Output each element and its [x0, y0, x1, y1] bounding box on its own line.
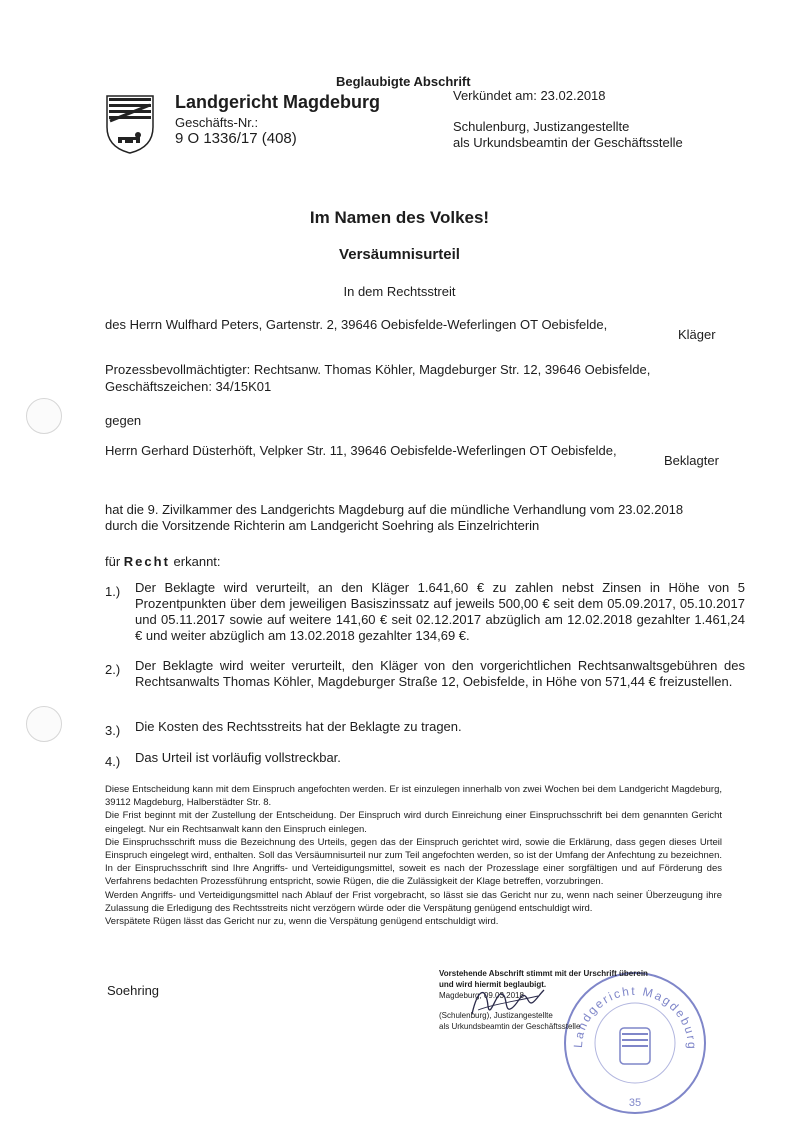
judgment-item: [105, 719, 745, 738]
judgment-item-text: Der Beklagte wird weiter verurteilt, den Kläger von den vorgerichtlichen Rechtsanwaltsgebühren des Rechtsanwalts Thomas Köhler, Magdeburger Straße 12, Oebisfelde, in Höhe von 571,44 € freizustellen.: [135, 658, 745, 689]
case-intro: In dem Rechtsstreit: [343, 284, 456, 299]
judgment-item: [105, 658, 745, 690]
counsel-reference: Geschäftszeichen: 34/15K01: [105, 379, 272, 394]
judgment-item-text: Das Urteil ist vorläufig vollstreckbar.: [135, 750, 341, 765]
against-label: gegen: [105, 413, 142, 428]
judgment-item-number: 1.): [105, 584, 121, 599]
plaintiff: des Herrn Wulfhard Peters, Gartenstr. 2, 39646 Oebisfelde-Weferlingen OT Oebisfelde,: [105, 317, 608, 332]
clerk-name: Schulenburg, Justizangestellte: [453, 119, 630, 134]
judgment-item-number: 3.): [105, 723, 121, 738]
case-number-label: Geschäfts-Nr.:: [175, 115, 259, 130]
stamp-text: Landgericht Magdeburg: [570, 983, 700, 1051]
judgment-intro-key: Recht: [123, 554, 170, 569]
legal-notice-paragraph: Verspätete Rügen lässt das Gericht nur zu, wenn die Verspätung genügend entschuldigt wird.: [105, 916, 499, 928]
certification-signer: (Schulenburg), Justizangestellte: [439, 1011, 553, 1020]
judgment-item-number: 2.): [105, 662, 121, 677]
judgment-type: Versäumnisurteil: [339, 246, 460, 263]
court-name: Landgericht Magdeburg: [175, 92, 381, 112]
coat-of-arms-icon: [104, 93, 156, 155]
punch-hole: [26, 706, 62, 742]
judgment-intro: [105, 554, 221, 569]
judgment-item-text: Der Beklagte wird verurteilt, an den Kläger 1.641,60 € zu zahlen nebst Zinsen in Höhe von 5 Prozentpunkten über dem jeweiligen Basiszinssatz auf jeweils 500,00 € seit dem 05.09.2017, 05.10.2017 und 05.11.2017 sowie auf weitere 141,60 € seit 02.12.2017 abzüglich am 12.02.2018 gezahlter 1.461,24 € und weiter abzüglich am 13.02.2018 gezahlter 134,69 €.: [135, 580, 745, 643]
court-statement-line: durch die Vorsitzende Richterin am Landgericht Soehring als Einzelrichterin: [105, 518, 540, 533]
defendant: Herrn Gerhard Düsterhöft, Velpker Str. 11, 39646 Oebisfelde-Weferlingen OT Oebisfelde,: [105, 443, 617, 458]
judgment-item: [105, 580, 745, 644]
defendant-role: Beklagter: [664, 453, 719, 468]
plaintiff-role: Kläger: [678, 327, 716, 342]
judgment-intro-pre: für: [105, 554, 121, 569]
signature-icon: [468, 980, 548, 1024]
case-number: 9 O 1336/17 (408): [175, 130, 297, 147]
legal-notice-paragraph: Die Einspruchsschrift muss die Bezeichnung des Urteils, gegen das der Einspruch gerichtet wird, sowie die Erklärung, dass gegen dieses Urteil Einspruch eingelegt wird, enthalten. Soll das Versäumnisurteil nur zum Teil angefochten werden, so ist der Umfang der Anfechtung zu bezeichnen. In der Einspruchsschrift sind Ihre Angriffs- und Verteidigungsmittel, soweit es nach der Prozesslage einer sorgfältigen und auf Förderung des Verfahrens bedachten Prozessführung entspricht, sowie Rügen, die die Zulässigkeit der Klage betreffen, vorzubringen.: [105, 836, 722, 888]
clerk-title: als Urkundsbeamtin der Geschäftsstelle: [453, 135, 683, 150]
counsel: Prozessbevollmächtigter: Rechtsanw. Thomas Köhler, Magdeburger Str. 12, 39646 Oebisfelde,: [105, 362, 651, 377]
judge-name: Soehring: [107, 983, 160, 998]
stamp-number: 35: [628, 1097, 642, 1109]
certified-copy-label: Beglaubigte Abschrift: [336, 74, 471, 89]
certification-line: Vorstehende Abschrift stimmt mit der Urschrift überein: [439, 969, 648, 978]
certification-signer-title: als Urkundsbeamtin der Geschäftsstelle: [439, 1022, 581, 1031]
judgment-item: [105, 750, 745, 769]
court-statement-line: hat die 9. Zivilkammer des Landgerichts Magdeburg auf die mündliche Verhandlung vom 23.02.2018: [105, 502, 684, 517]
judgment-item-number: 4.): [105, 754, 121, 769]
punch-hole: [26, 398, 62, 434]
certification-place-date: Magdeburg, 09.03.2018: [439, 991, 524, 1000]
legal-notice-paragraph: Die Frist beginnt mit der Zustellung der Entscheidung. Der Einspruch wird durch Einreichung einer Einspruchsschrift bei dem genannten Gericht eingelegt. Nur ein Rechtsanwalt kann den Einspruch einlegen.: [105, 810, 722, 835]
document-heading: Im Namen des Volkes!: [309, 208, 490, 227]
certification-line: und wird hiermit beglaubigt.: [439, 980, 547, 989]
legal-notice-paragraph: Diese Entscheidung kann mit dem Einspruch angefochten werden. Er ist einzulegen innerhalb von zwei Wochen bei dem Landgericht Magdeburg, 39112 Magdeburg, Halberstädter Str. 8.: [105, 784, 722, 809]
judgment-intro-post: erkannt:: [173, 554, 221, 569]
judgment-item-text: Die Kosten des Rechtsstreits hat der Beklagte zu tragen.: [135, 719, 462, 734]
announcement-date: Verkündet am: 23.02.2018: [453, 88, 606, 103]
legal-remedy-notice: [105, 783, 722, 928]
legal-notice-paragraph: Werden Angriffs- und Verteidigungsmittel nach Ablauf der Frist vorgebracht, so lässt sie das Gericht nur zu, wenn nach seiner Überzeugung ihre Zulassung die Erledigung des Rechtsstreits nicht verzögern würde oder die Verspätung genügend entschuldigt wird.: [105, 889, 722, 914]
